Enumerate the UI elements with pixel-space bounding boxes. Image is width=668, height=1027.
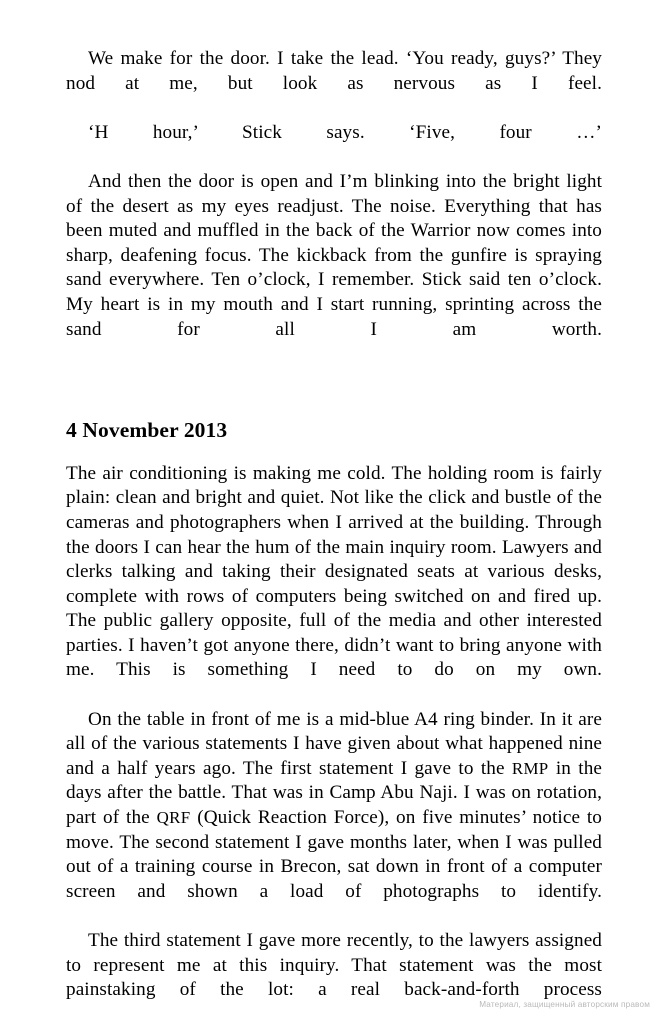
copyright-watermark: Материал, защищенный авторским правом bbox=[479, 1000, 650, 1009]
section-date-heading: 4 November 2013 bbox=[66, 417, 228, 442]
acronym: RMP bbox=[511, 758, 549, 778]
paragraph: On the table in front of me is a mid-blue A4 ring binder. In it are all of the various statements I have given about what happened nine and a half years ago. The first statement I gave to the RMP in the days after the battle. That was in Camp Abu Naji. I was on rotation, part of the QRF (Quick Reaction Force), on five minutes’ notice to move. The second statement I gave months later, when I was pulled out of a training course in Brecon, sat down in front of a computer screen and shown a load of photographs to identify. bbox=[66, 708, 603, 902]
paragraph: The third statement I gave more recently, to the lawyers assigned to represent me at this inquiry. That statement was the most painstaking of the lot: a real back-and-forth process bbox=[66, 930, 602, 1001]
heading-spacer bbox=[66, 443, 602, 462]
paragraph: ‘H hour,’ Stick says. ‘Five, four …’ bbox=[88, 121, 602, 143]
paragraph: The air conditioning is making me cold. The holding room is fairly plain: clean and bright and quiet. Not like the click and bustle of the cameras and photographers when I arrived at the building. Through the doors I can hear the hum of the main inquiry room. Lawyers and clerks talking and taking their designated seats at various desks, complete with rows of computers being switched on and fired up. The public gallery opposite, full of the media and other interested parties. I haven’t got anyone there, didn’t want to bring anyone with me. This is something I need to do on my own. bbox=[66, 462, 602, 681]
section-spacer bbox=[66, 367, 602, 417]
text-column bbox=[66, 47, 602, 1027]
acronym: QRF bbox=[156, 808, 191, 828]
paragraph: And then the door is open and I’m blinking into the bright light of the desert as my eyes readjust. The noise. Everything that has been muted and muffled in the back of the Warrior now comes into sharp, deafening focus. The kickback from the gunfire is spraying sand everywhere. Ten o’clock, I remember. Stick said ten o’clock. My heart is in my mouth and I start running, sprinting across the sand for all I am worth. bbox=[66, 170, 602, 340]
paragraph: We make for the door. I take the lead. ‘You ready, guys?’ They nod at me, but look as nervous as I feel. bbox=[66, 48, 602, 94]
